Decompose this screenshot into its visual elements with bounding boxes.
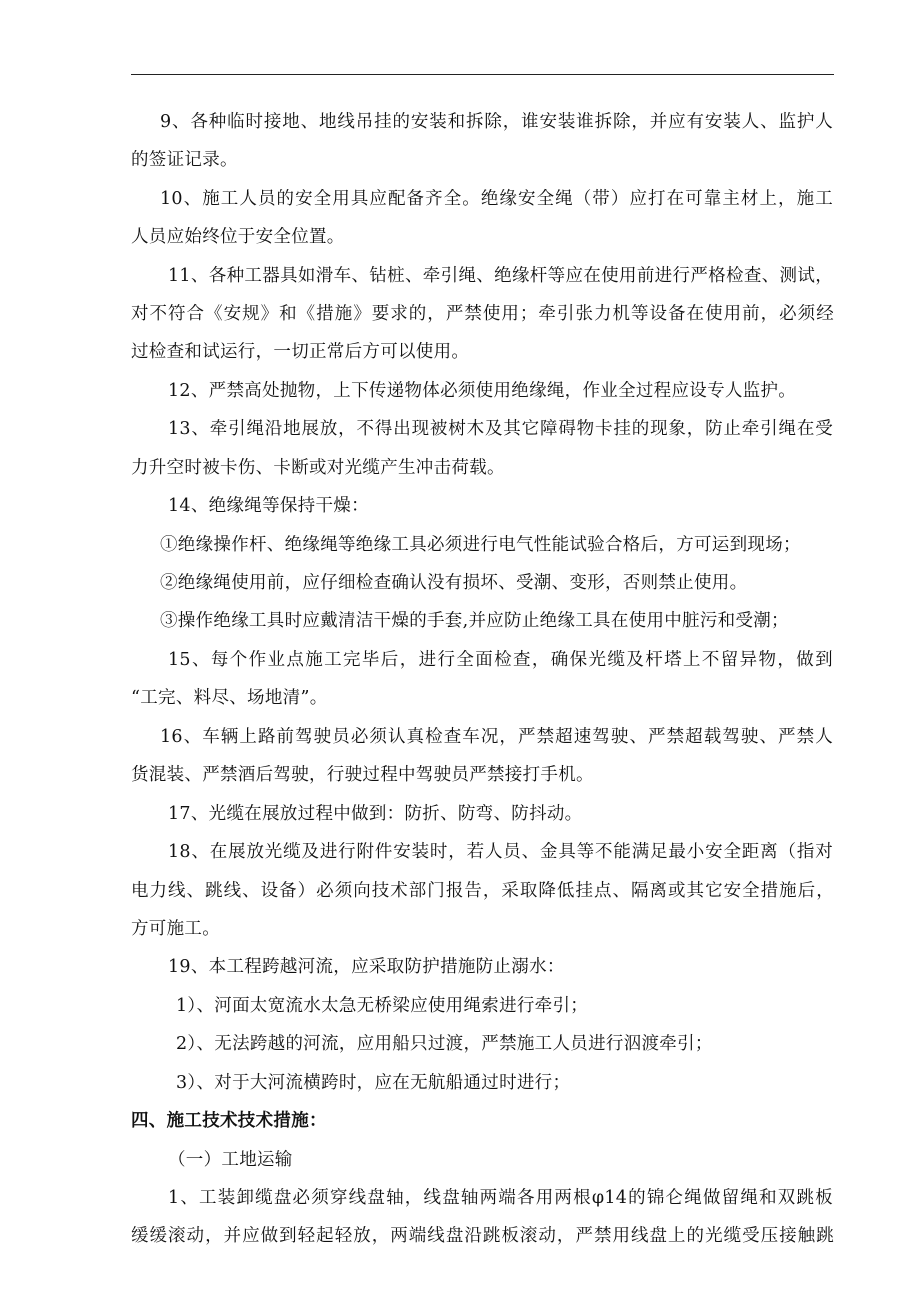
paragraph-line: 过检查和试运行，一切正常后方可以使用。 [131,342,470,362]
paragraph-line: “工完、料尽、场地清”。 [131,688,328,708]
paragraph-line: 方可施工。 [131,919,220,939]
paragraph-line: 10、施工人员的安全用具应配备齐全。绝缘安全绳（带）应打在可靠主材上，施工 [160,189,833,209]
paragraph-line: 力升空时被卡伤、卡断或对光缆产生冲击荷载。 [131,458,505,478]
paragraph-line: 1、工装卸缆盘必须穿线盘轴，线盘轴两端各用两根φ14的锦仑绳做留绳和双跳板 [168,1188,833,1208]
subsection-heading: （一）工地运输 [168,1150,293,1170]
paragraph-line: 18、在展放光缆及进行附件安装时，若人员、金具等不能满足最小安全距离（指对 [168,842,833,862]
paragraph-line: 14、绝缘绳等保持干燥： [168,496,369,516]
paragraph-line: 12、严禁高处抛物，上下传递物体必须使用绝缘绳，作业全过程应设专人监护。 [168,381,797,401]
paragraph-line: 19、本工程跨越河流，应采取防护措施防止溺水： [168,957,565,977]
paragraph-line: 15、每个作业点施工完毕后，进行全面检查，确保光缆及杆塔上不留异物，做到 [168,650,833,670]
paragraph-line: 11、各种工器具如滑车、钻桩、牵引绳、绝缘杆等应在使用前进行严格检查、测试， [168,266,833,286]
paragraph-line: 的签证记录。 [131,150,238,170]
list-item: 2）、无法跨越的河流，应用船只过渡，严禁施工人员进行泅渡牵引； [176,1034,713,1054]
list-item: 3）、对于大河流横跨时，应在无航船通过时进行； [176,1073,571,1093]
section-heading: 四、施工技术技术措施： [131,1111,327,1131]
paragraph-line: 对不符合《安规》和《措施》要求的，严禁使用；牵引张力机等设备在使用前，必须经 [131,304,834,324]
list-item: ②绝缘绳使用前，应仔细检查确认没有损坏、受潮、变形，否则禁止使用。 [160,573,748,593]
paragraph-line: 16、车辆上路前驾驶员必须认真检查车况，严禁超速驾驶、严禁超载驾驶、严禁人 [160,727,833,747]
header-rule [131,74,834,75]
list-item: ①绝缘操作杆、绝缘绳等绝缘工具必须进行电气性能试验合格后，方可运到现场； [160,535,801,555]
paragraph-line: 缓缓滚动，并应做到轻起轻放，两端线盘沿跳板滚动，严禁用线盘上的光缆受压接触跳 [131,1226,834,1246]
paragraph-line: 电力线、跳线、设备）必须向技术部门报告，采取降低挂点、隔离或其它安全措施后， [131,881,834,901]
list-item: ③操作绝缘工具时应戴清洁干燥的手套,并应防止绝缘工具在使用中脏污和受潮； [160,611,789,631]
paragraph-line: 人员应始终位于安全位置。 [131,227,345,247]
paragraph-line: 13、牵引绳沿地展放，不得出现被树木及其它障碍物卡挂的现象，防止牵引绳在受 [168,419,833,439]
list-item: 1）、河面太宽流水太急无桥梁应使用绳索进行牵引； [176,996,589,1016]
paragraph-line: 货混装、严禁酒后驾驶，行驶过程中驾驶员严禁接打手机。 [131,765,594,785]
paragraph-line: 17、光缆在展放过程中做到：防折、防弯、防抖动。 [168,804,583,824]
paragraph-line: 9、各种临时接地、地线吊挂的安装和拆除，谁安装谁拆除，并应有安装人、监护人 [160,112,833,132]
